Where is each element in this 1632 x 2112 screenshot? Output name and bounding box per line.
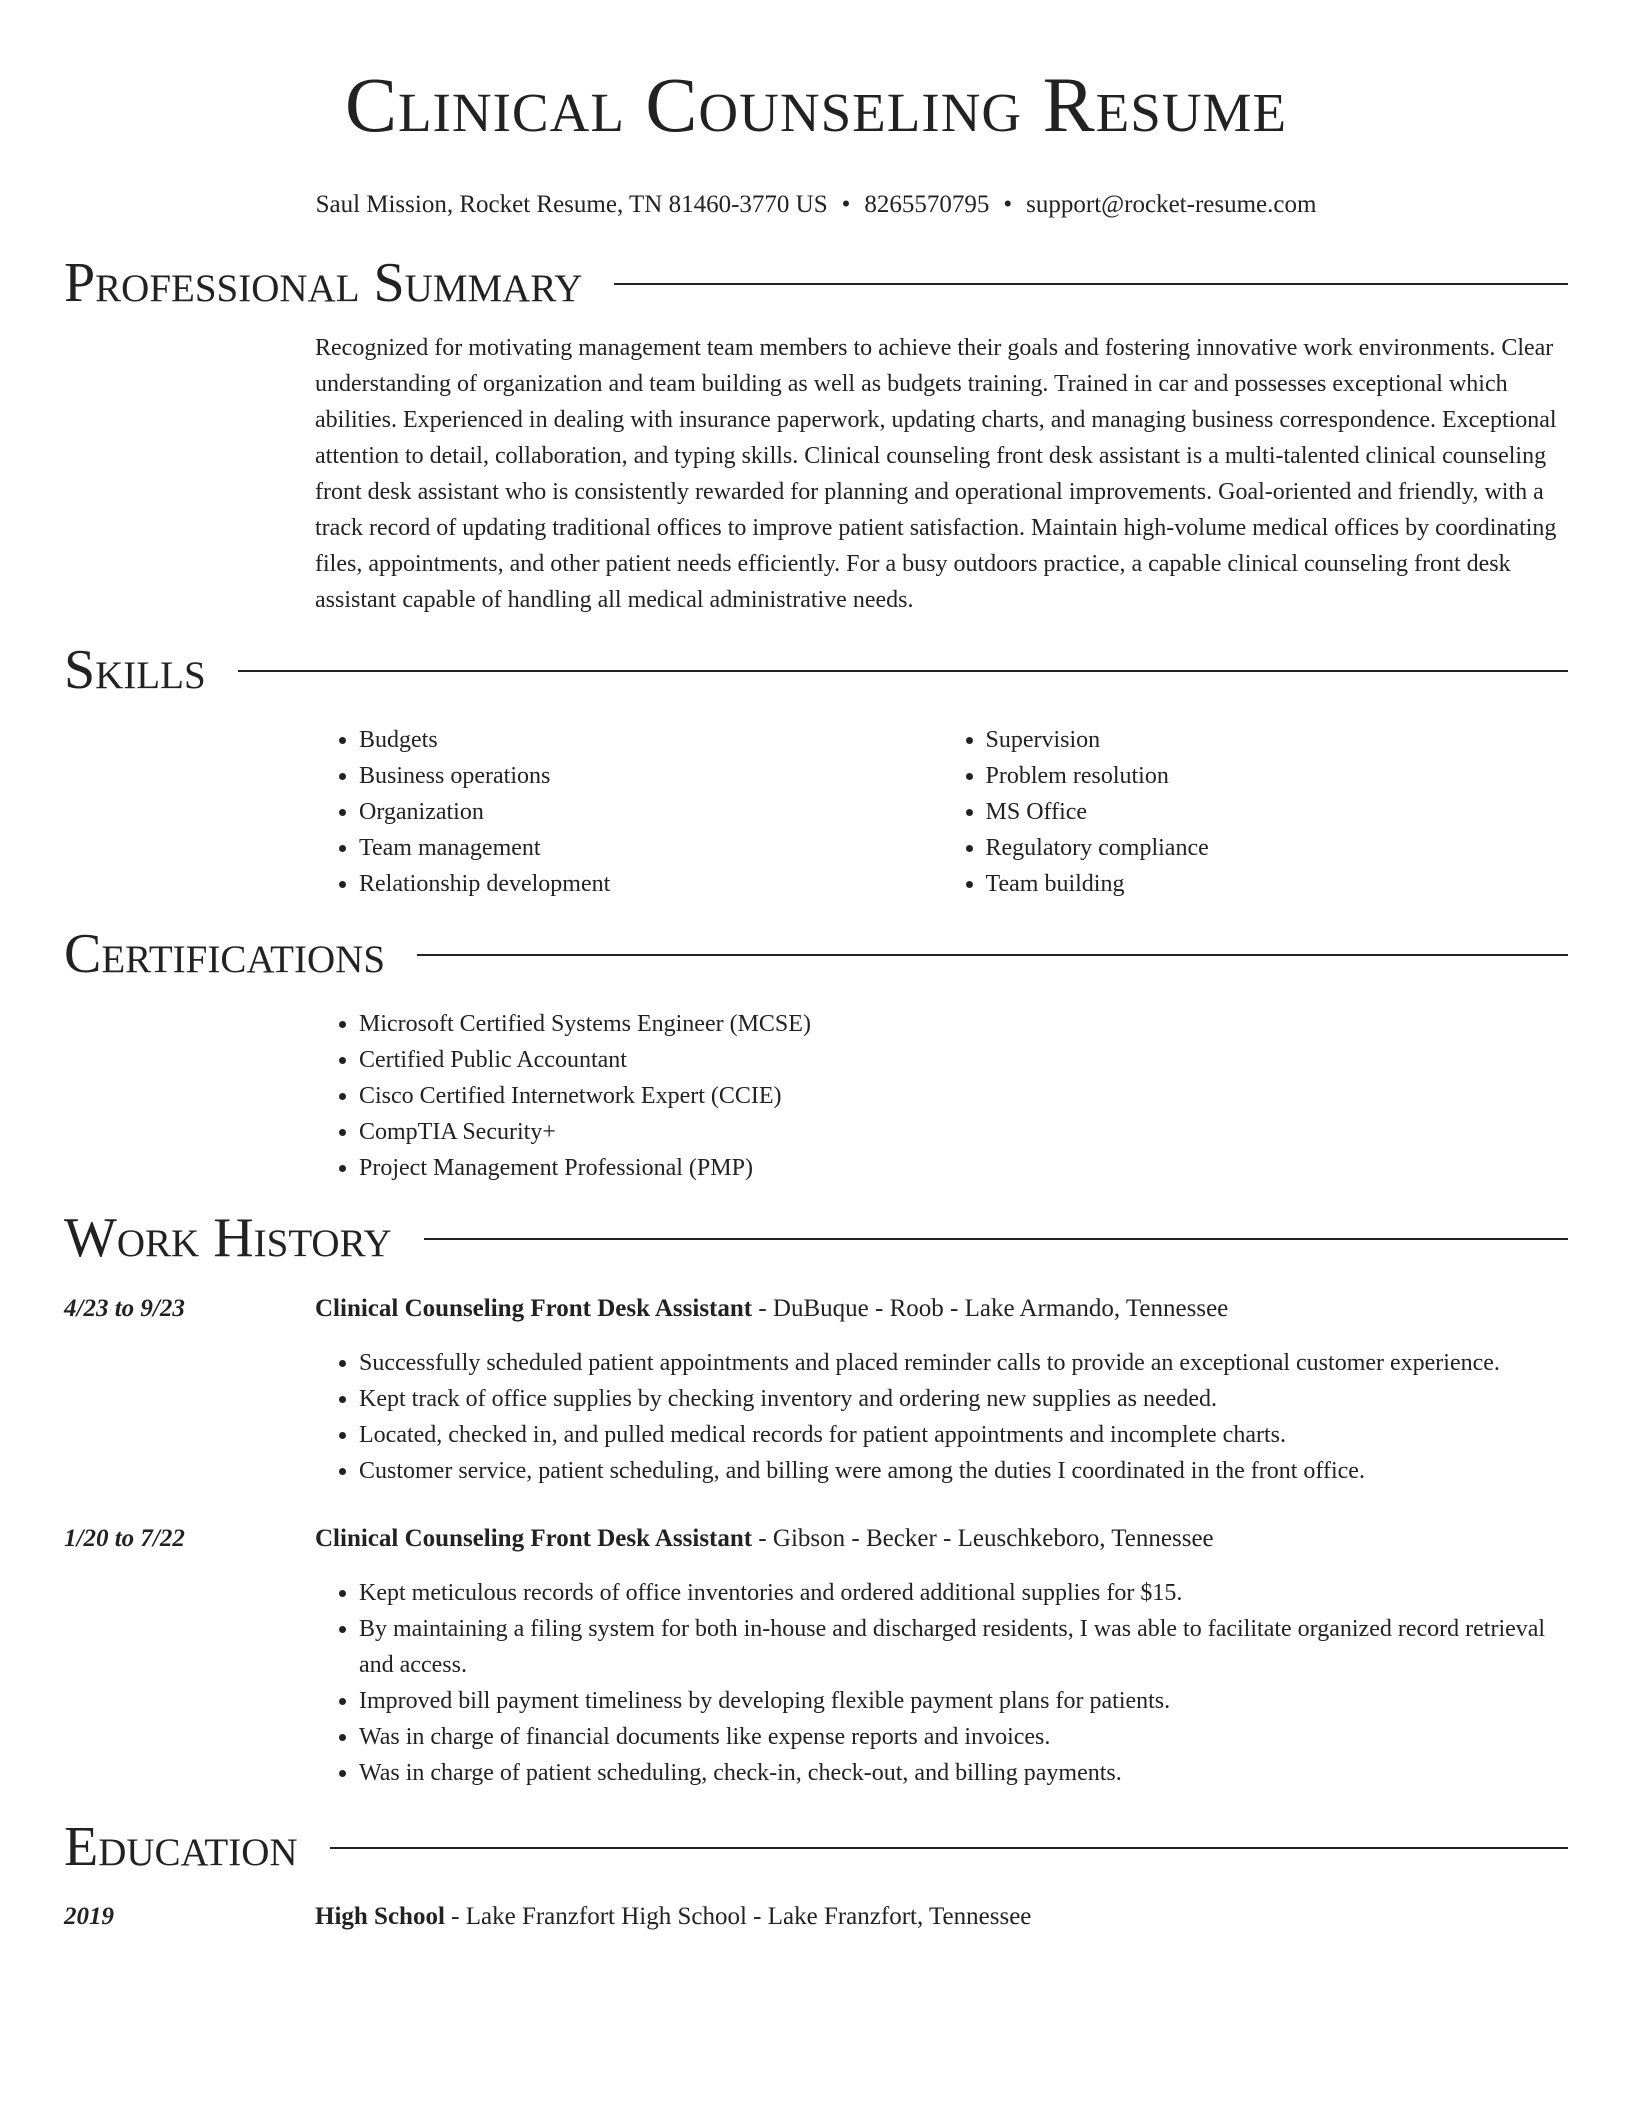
section-divider bbox=[614, 283, 1568, 285]
skills-grid bbox=[315, 722, 1568, 902]
skills-heading: Skills bbox=[64, 639, 206, 701]
duty-item: • Kept meticulous records of office inventories and ordered additional supplies for $15. bbox=[359, 1575, 1568, 1611]
work-entry-dates: 4/23 to 9/23 bbox=[64, 1295, 185, 1322]
certification-item: • Project Management Professional (PMP) bbox=[359, 1150, 1568, 1186]
duty-item: • Located, checked in, and pulled medical records for patient appointments and incomplete charts. bbox=[359, 1417, 1568, 1453]
certifications-heading: Certifications bbox=[64, 923, 386, 985]
education-entry bbox=[64, 1899, 1568, 1935]
skill-item: • Regulatory compliance bbox=[986, 830, 1569, 866]
skill-item: • Team management bbox=[359, 830, 942, 866]
skills-section-header bbox=[64, 638, 1568, 702]
work-entry-header bbox=[64, 1521, 1568, 1557]
education-heading: Education bbox=[64, 1816, 298, 1878]
duty-item: • Kept track of office supplies by checking inventory and ordering new supplies as needed. bbox=[359, 1381, 1568, 1417]
skill-item: • Budgets bbox=[359, 722, 942, 758]
certification-item: • CompTIA Security+ bbox=[359, 1114, 1568, 1150]
contact-separator: • bbox=[841, 191, 851, 218]
education-entry-header bbox=[64, 1899, 1568, 1935]
contact-line bbox=[64, 189, 1568, 221]
degree-title: High School bbox=[315, 1903, 445, 1930]
work-section-header bbox=[64, 1206, 1568, 1270]
work-entry-title-line bbox=[315, 1291, 1228, 1327]
skill-item: • Organization bbox=[359, 794, 942, 830]
contact-email: support@rocket-resume.com bbox=[1026, 191, 1317, 218]
summary-body bbox=[315, 330, 1568, 618]
certification-item: • Microsoft Certified Systems Engineer (MCSE) bbox=[359, 1006, 1568, 1042]
section-divider bbox=[238, 670, 1568, 672]
certifications-list bbox=[315, 1006, 1568, 1186]
duty-item: • Successfully scheduled patient appointments and placed reminder calls to provide an exceptional customer experience. bbox=[359, 1345, 1568, 1381]
certifications-body bbox=[315, 1006, 1568, 1186]
skill-item: • Problem resolution bbox=[986, 758, 1569, 794]
job-title: Clinical Counseling Front Desk Assistant bbox=[315, 1525, 753, 1552]
summary-section-header bbox=[64, 251, 1568, 315]
certifications-section-header bbox=[64, 922, 1568, 986]
work-entry-duties bbox=[315, 1575, 1568, 1791]
work-entry bbox=[64, 1291, 1568, 1489]
duty-item: • Improved bill payment timeliness by developing flexible payment plans for patients. bbox=[359, 1683, 1568, 1719]
summary-text: Recognized for motivating management team members to achieve their goals and fostering innovative work environments. Clear understanding of organization and team building as well as budgets training. Trained in car and possesses exceptional which abilities. Experienced in dealing with insurance paperwork, updating charts, and managing business correspondence. Exceptional attention to detail, collaboration, and typing skills. Clinical counseling front desk assistant is a multi-talented clinical counseling front desk assistant who is consistently rewarded for planning and operational improvements. Goal-oriented and friendly, with a track record of updating traditional offices to improve patient satisfaction. Maintain high-volume medical offices by coordinating files, appointments, and other patient needs efficiently. For a busy outdoors practice, a capable clinical counseling front desk assistant capable of handling all medical administrative needs. bbox=[315, 335, 1557, 613]
education-year: 2019 bbox=[64, 1903, 114, 1930]
contact-phone: 8265570795 bbox=[864, 191, 990, 218]
job-employer: - Gibson - Becker - Leuschkeboro, Tennessee bbox=[752, 1525, 1214, 1552]
work-entry bbox=[64, 1521, 1568, 1791]
section-divider bbox=[424, 1238, 1568, 1240]
contact-address: Saul Mission, Rocket Resume, TN 81460-3770 US bbox=[315, 191, 828, 218]
work-entry-duties bbox=[315, 1345, 1568, 1489]
duties-list bbox=[315, 1345, 1568, 1489]
skill-item: • Business operations bbox=[359, 758, 942, 794]
skill-item: • MS Office bbox=[986, 794, 1569, 830]
job-employer: - DuBuque - Roob - Lake Armando, Tennessee bbox=[752, 1295, 1229, 1322]
skills-list-right bbox=[942, 722, 1569, 902]
section-divider bbox=[417, 954, 1568, 956]
work-entry-dates: 1/20 to 7/22 bbox=[64, 1525, 185, 1552]
job-title: Clinical Counseling Front Desk Assistant bbox=[315, 1295, 753, 1322]
summary-heading: Professional Summary bbox=[64, 252, 583, 314]
document-title: Clinical Counseling Resume bbox=[344, 61, 1288, 148]
section-divider bbox=[330, 1847, 1568, 1849]
certification-item: • Cisco Certified Internetwork Expert (CCIE) bbox=[359, 1078, 1568, 1114]
contact-separator: • bbox=[1003, 191, 1013, 218]
work-entry-title-line bbox=[315, 1521, 1214, 1557]
work-heading: Work History bbox=[64, 1207, 392, 1269]
duties-list bbox=[315, 1575, 1568, 1791]
duty-item: • By maintaining a filing system for both in-house and discharged residents, I was able to facilitate organized record retrieval and access. bbox=[359, 1611, 1568, 1683]
education-title-line bbox=[315, 1899, 1031, 1935]
skills-list-left bbox=[315, 722, 942, 902]
skill-item: • Relationship development bbox=[359, 866, 942, 902]
skill-item: • Supervision bbox=[986, 722, 1569, 758]
work-entry-header bbox=[64, 1291, 1568, 1327]
skill-item: • Team building bbox=[986, 866, 1569, 902]
school-details: - Lake Franzfort High School - Lake Franzfort, Tennessee bbox=[444, 1903, 1032, 1930]
education-section-header bbox=[64, 1815, 1568, 1879]
duty-item: • Was in charge of financial documents like expense reports and invoices. bbox=[359, 1719, 1568, 1755]
duty-item: • Customer service, patient scheduling, and billing were among the duties I coordinated in the front office. bbox=[359, 1453, 1568, 1489]
certification-item: • Certified Public Accountant bbox=[359, 1042, 1568, 1078]
duty-item: • Was in charge of patient scheduling, check-in, check-out, and billing payments. bbox=[359, 1755, 1568, 1791]
